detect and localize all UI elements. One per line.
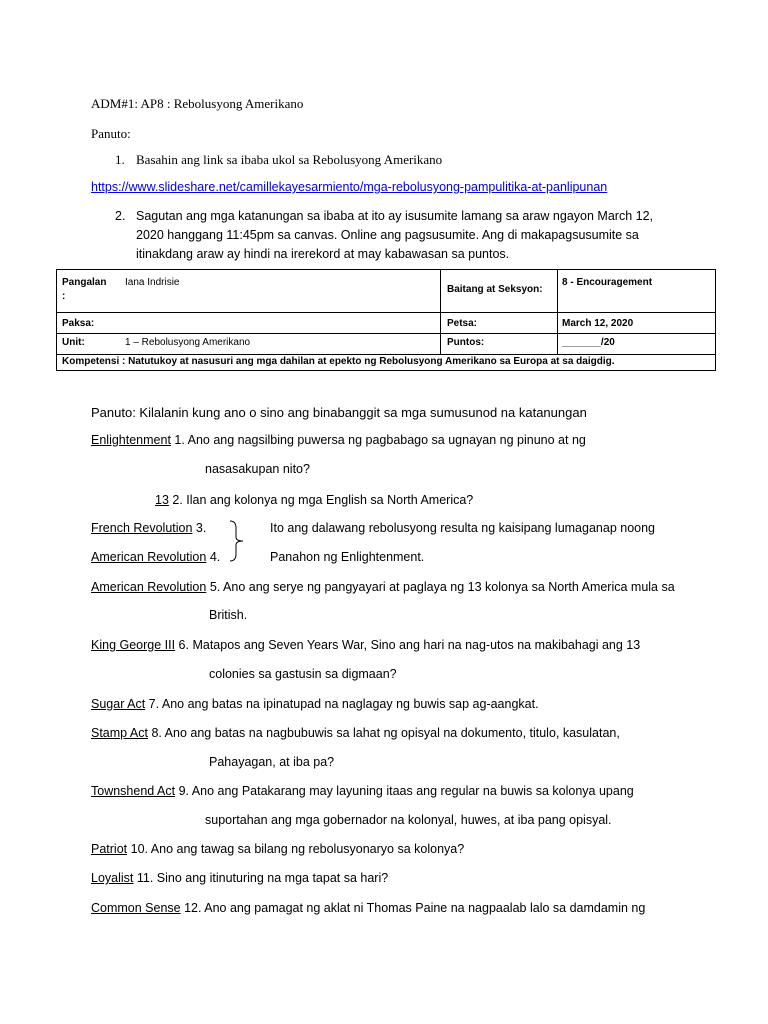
instruction-1-text: Basahin ang link sa ibaba ukol sa Rebolusyong Amerikano (136, 152, 443, 167)
question-11-text: 11. Sino ang itinuturing na mga tapat sa hari? (133, 871, 389, 885)
question-3-4-text-line-1: Ito ang dalawang rebolusyong resulta ng kaisipang lumaganap noong (270, 521, 656, 535)
question-4 (91, 550, 220, 564)
brace-icon (229, 520, 245, 562)
instruction-2-line-1: Sagutan ang mga katanungan sa ibaba at ito ay isusumite lamang sa araw ngayon March 12, (136, 209, 653, 223)
question-5-continuation: British. (209, 608, 248, 622)
student-info-table (56, 269, 716, 371)
petsa-label: Petsa: (447, 318, 478, 329)
question-12-answer: Common Sense (91, 901, 181, 915)
question-6-text: 6. Matapos ang Seven Years War, Sino ang hari na nag-utos na makibahagi ang 13 (175, 638, 641, 652)
question-9-text: 9. Ano ang Patakarang may layuning itaas ang regular na buwis sa kolonya upang (175, 784, 634, 798)
question-12-text: 12. Ano ang pamagat ng aklat ni Thomas Paine na nagpaalab lalo sa damdamin ng (180, 901, 646, 915)
unit-label: Unit: (62, 337, 85, 348)
question-8-answer: Stamp Act (91, 726, 148, 740)
question-3-4-text-line-2: Panahon ng Enlightenment. (270, 550, 425, 564)
puntos-label-cell (441, 334, 558, 355)
quiz-instruction: Panuto: Kilalanin kung ano o sino ang binabanggit sa mga sumusunod na katanungan (91, 405, 587, 420)
instruction-2-line-3: itinakdang araw ay hindi na irerekord at may kabawasan sa puntos. (136, 247, 510, 261)
question-1-answer: Enlightenment (91, 433, 171, 447)
question-7-text: 7. Ano ang batas na ipinatupad na naglagay ng buwis sap ag-aangkat. (145, 697, 539, 711)
question-6 (91, 638, 640, 652)
kompetensi-cell (57, 355, 716, 371)
unit-value: 1 – Rebolusyong Amerikano (125, 337, 251, 348)
question-7 (91, 697, 539, 711)
question-3-number: 3. (192, 521, 207, 535)
question-1-continuation: nasasakupan nito? (205, 462, 310, 476)
question-11 (91, 871, 388, 885)
instruction-1-number: 1. (115, 152, 125, 167)
question-12 (91, 901, 645, 915)
pangalan-label: Pangalan (62, 277, 107, 288)
question-6-answer: King George III (91, 638, 176, 652)
question-5-text: 5. Ano ang serye ng pangyayari at paglaya ng 13 kolonya sa North America mula sa (206, 580, 675, 594)
puntos-label: Puntos: (447, 337, 485, 348)
question-2-answer: 13 (155, 493, 169, 507)
puntos-value-cell (558, 334, 716, 355)
question-9-answer: Townshend Act (91, 784, 176, 798)
question-4-number: 4. (206, 550, 221, 564)
question-4-answer: American Revolution (91, 550, 207, 564)
question-7-answer: Sugar Act (91, 697, 146, 711)
question-5-answer: American Revolution (91, 580, 207, 594)
baitang-label-cell (441, 270, 558, 313)
panuto-label: Panuto: (91, 126, 131, 141)
question-11-answer: Loyalist (91, 871, 134, 885)
baitang-label: Baitang at Seksyon: (447, 284, 543, 295)
paksa-label: Paksa: (62, 318, 95, 329)
question-2 (91, 493, 473, 507)
petsa-value-cell (558, 313, 716, 334)
document-title: ADM#1: AP8 : Rebolusyong Amerikano (91, 96, 304, 111)
slideshare-link[interactable]: https://www.slideshare.net/camillekayesarmiento/mga-rebolusyong-pampulitika-at-panlipunan (91, 180, 608, 194)
question-3-answer: French Revolution (91, 521, 193, 535)
question-9-continuation: suportahan ang mga gobernador na kolonyal, huwes, at iba pang opisyal. (205, 813, 612, 827)
question-1 (91, 433, 586, 447)
baitang-value: 8 - Encouragement (562, 277, 653, 288)
question-9 (91, 784, 634, 798)
paksa-cell (57, 313, 441, 334)
question-3 (91, 521, 206, 535)
question-10-answer: Patriot (91, 842, 128, 856)
question-6-continuation: colonies sa gastusin sa digmaan? (209, 667, 397, 681)
petsa-value: March 12, 2020 (562, 318, 634, 329)
pangalan-colon: : (62, 291, 66, 302)
pangalan-value: Iana Indrisie (125, 277, 180, 288)
question-5 (91, 580, 675, 594)
kompetensi-text: Kompetensi : Natutukoy at nasusuri ang mga dahilan at epekto ng Rebolusyong Amerikano sa Europa at sa daigdig. (62, 356, 615, 367)
question-10 (91, 842, 464, 856)
question-8-text: 8. Ano ang batas na nagbubuwis sa lahat ng opisyal na dokumento, titulo, kasulatan, (147, 726, 620, 740)
question-1-text: 1. Ano ang nagsilbing puwersa ng pagbabago sa ugnayan ng pinuno at ng (170, 433, 586, 447)
question-8-continuation: Pahayagan, at iba pa? (209, 755, 335, 769)
question-8 (91, 726, 620, 740)
instruction-2-line-2: 2020 hanggang 11:45pm sa canvas. Online ang pagsusumite. Ang di makapagsusumite sa (136, 228, 639, 242)
instruction-2-number: 2. (115, 209, 126, 223)
puntos-value: _______/20 (562, 337, 615, 348)
baitang-value-cell (558, 270, 716, 313)
petsa-label-cell (441, 313, 558, 334)
question-2-text: 2. Ilan ang kolonya ng mga English sa North America? (168, 493, 474, 507)
unit-cell (57, 334, 441, 355)
question-10-text: 10. Ano ang tawag sa bilang ng rebolusyonaryo sa kolonya? (127, 842, 465, 856)
pangalan-cell (57, 270, 441, 313)
